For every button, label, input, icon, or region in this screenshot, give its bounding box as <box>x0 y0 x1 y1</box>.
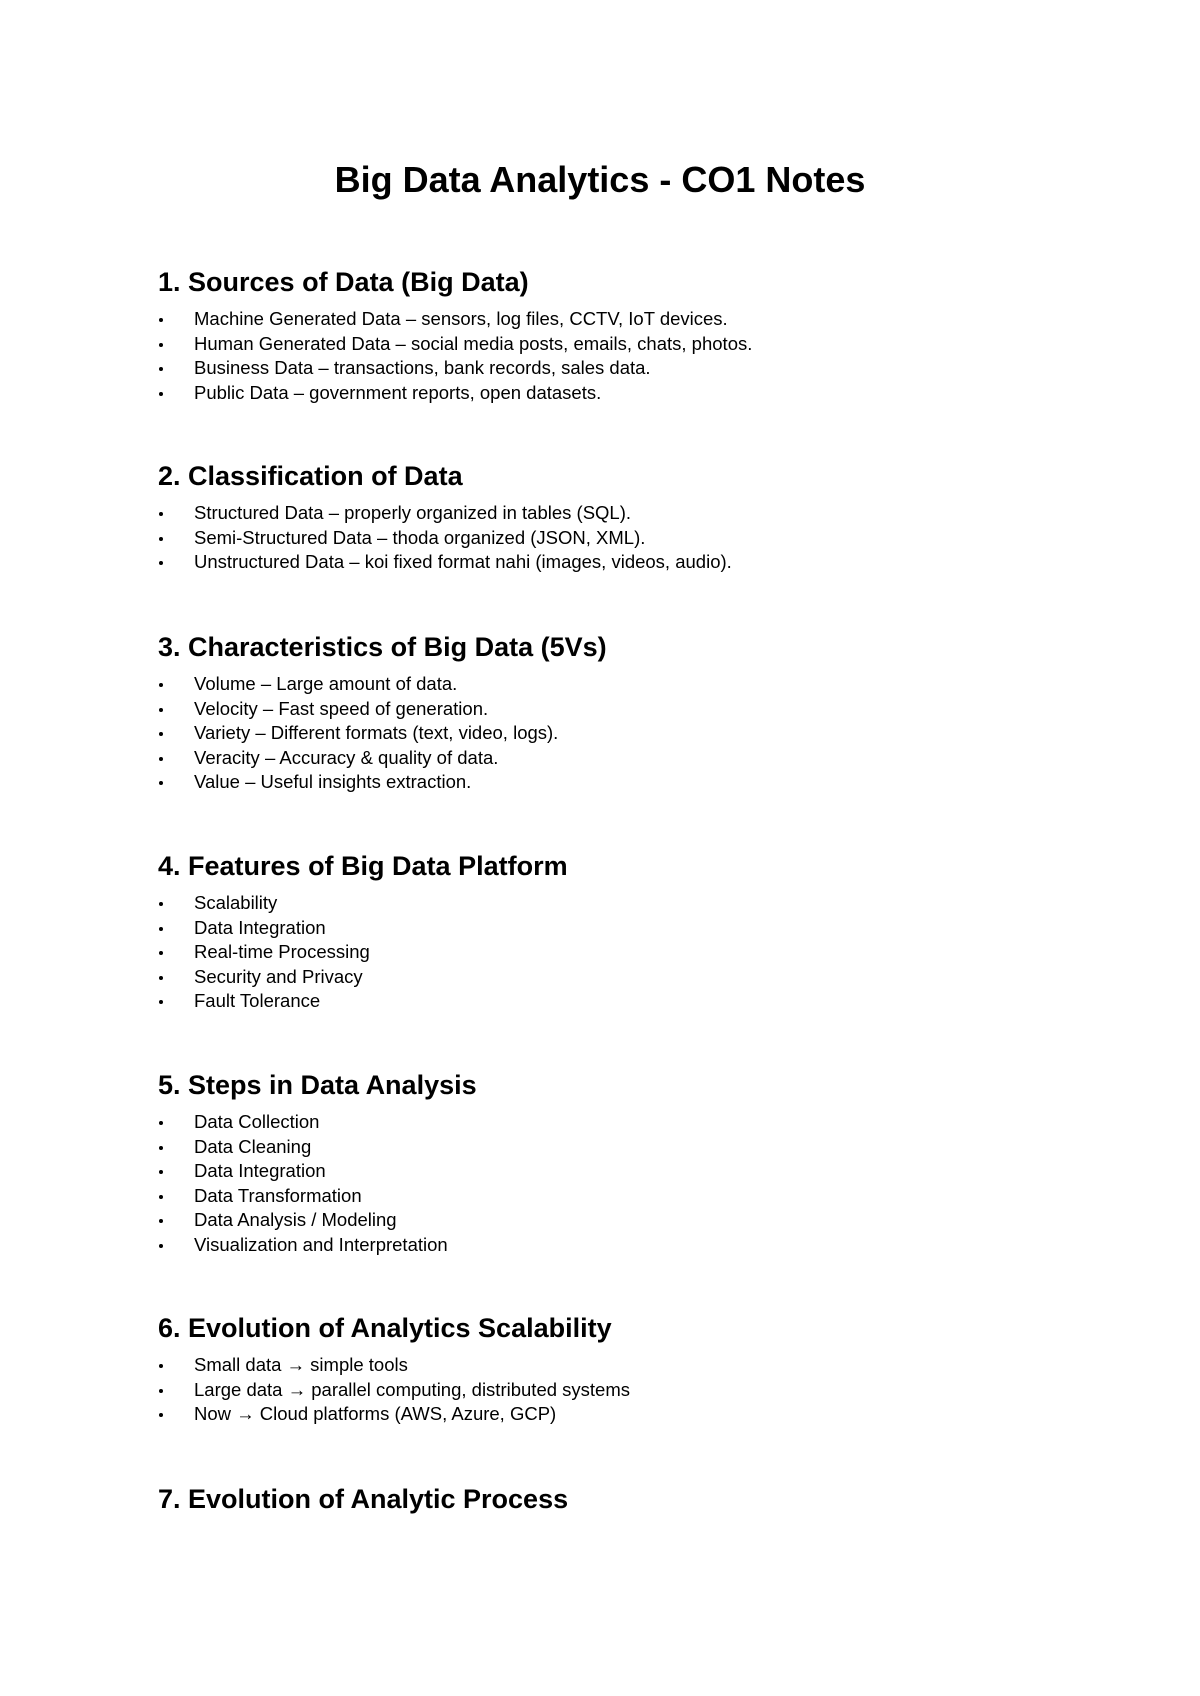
list-item: Data Cleaning <box>158 1135 1118 1160</box>
section-heading: 6. Evolution of Analytics Scalability <box>158 1313 612 1343</box>
list-item: Unstructured Data – koi fixed format nahi (images, videos, audio). <box>158 550 1118 575</box>
list-item: Veracity – Accuracy & quality of data. <box>158 746 1118 771</box>
list-item: Semi-Structured Data – thoda organized (JSON, XML). <box>158 526 1118 551</box>
section-heading: 4. Features of Big Data Platform <box>158 851 568 881</box>
list-item: Variety – Different formats (text, video, logs). <box>158 721 1118 746</box>
section-analytics-scalability <box>158 1311 1118 1427</box>
list-item: Data Transformation <box>158 1184 1118 1209</box>
bullet-list <box>158 672 1118 795</box>
list-item: Data Collection <box>158 1110 1118 1135</box>
section-heading: 2. Classification of Data <box>158 461 463 491</box>
list-item: Data Integration <box>158 916 1118 941</box>
list-item: Data Integration <box>158 1159 1118 1184</box>
list-item: Business Data – transactions, bank records, sales data. <box>158 356 1118 381</box>
section-classification-of-data <box>158 459 1118 575</box>
bullet-list <box>158 891 1118 1014</box>
list-item: Fault Tolerance <box>158 989 1118 1014</box>
section-sources-of-data <box>158 265 1118 405</box>
section-platform-features <box>158 849 1118 1014</box>
list-item: Volume – Large amount of data. <box>158 672 1118 697</box>
list-item: Velocity – Fast speed of generation. <box>158 697 1118 722</box>
section-characteristics-5vs <box>158 630 1118 795</box>
list-item: Data Analysis / Modeling <box>158 1208 1118 1233</box>
section-analytic-process <box>158 1482 1118 1516</box>
list-item: Visualization and Interpretation <box>158 1233 1118 1258</box>
section-steps-in-data-analysis <box>158 1068 1118 1257</box>
bullet-list <box>158 1110 1118 1257</box>
list-item: Real-time Processing <box>158 940 1118 965</box>
list-item: Now → Cloud platforms (AWS, Azure, GCP) <box>158 1402 1118 1427</box>
list-item: Scalability <box>158 891 1118 916</box>
list-item: Large data → parallel computing, distributed systems <box>158 1378 1118 1403</box>
bullet-list <box>158 501 1118 575</box>
list-item: Public Data – government reports, open datasets. <box>158 381 1118 406</box>
list-item: Structured Data – properly organized in tables (SQL). <box>158 501 1118 526</box>
list-item: Human Generated Data – social media posts, emails, chats, photos. <box>158 332 1118 357</box>
document-title: Big Data Analytics - CO1 Notes <box>334 159 866 200</box>
bullet-list <box>158 1353 1118 1427</box>
list-item: Security and Privacy <box>158 965 1118 990</box>
list-item: Machine Generated Data – sensors, log files, CCTV, IoT devices. <box>158 307 1118 332</box>
section-heading: 3. Characteristics of Big Data (5Vs) <box>158 632 607 662</box>
section-heading: 1. Sources of Data (Big Data) <box>158 267 529 297</box>
list-item: Value – Useful insights extraction. <box>158 770 1118 795</box>
section-heading: 7. Evolution of Analytic Process <box>158 1484 569 1514</box>
list-item: Small data → simple tools <box>158 1353 1118 1378</box>
section-heading: 5. Steps in Data Analysis <box>158 1070 477 1100</box>
bullet-list <box>158 307 1118 405</box>
